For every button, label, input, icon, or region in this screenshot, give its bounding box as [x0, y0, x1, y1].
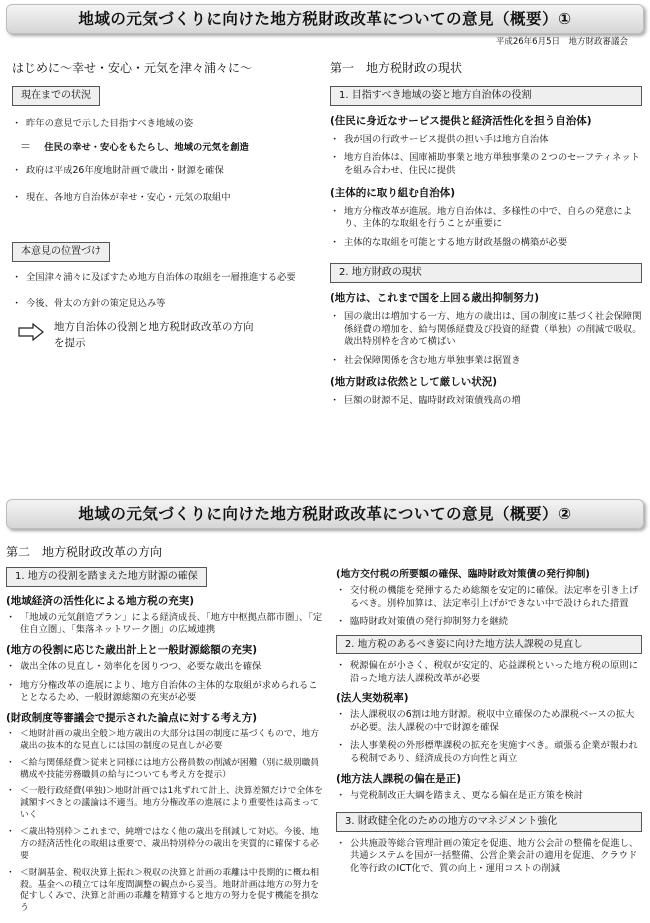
current-status-list-2 [12, 165, 307, 204]
list-item: ・ 地方分権改革の進展により、地方自治体の主体的な取組が求められることとなるため、一般財源総額の充実が必要 [6, 680, 324, 705]
section1-heading: 第一 地方税財政の現状 [330, 61, 463, 75]
current-status-list [12, 118, 307, 131]
current-status-box: 現在までの状況 [12, 86, 100, 106]
subheading: (地方の役割に応じた歳出計上と一般財源総額の充実) [6, 643, 258, 656]
subheading: (主体的に取り組む自治体) [330, 186, 456, 199]
list-item: ・ 公共施設等総合管理計画の策定を促進、地方公会計の整備を促進し、共通システムを国が一括整備、公営企業会計の適用を促進、クラウド化等行政のICT化で、質の向上・運用コストの削減 [336, 838, 642, 876]
subheading: (法人実効税率) [336, 692, 409, 705]
list-item: ・ 社会保障関係を含む地方単独事業は据置き [330, 355, 642, 368]
allocation-list [336, 585, 642, 629]
list-item: ・ 税源偏在が小さく、税収が安定的、応益課税といった地方税の原則に沿った地方法人課税改革が必要 [336, 660, 642, 685]
initiative-list [330, 206, 642, 250]
list-item: ・ 交付税の機能を発揮するため総額を安定的に確保。法定率を引き上げるべき。別枠加算は、法定率引上げができない中で設けられた措置 [336, 585, 642, 610]
list-item: ・ 法人事業税の外形標準課税の拡充を実施すべき。頑張る企業が報われる税制であり、経済成長の方向性と両立 [336, 740, 642, 765]
page1-title: 地域の元気づくりに向けた地方税財政改革についての意見（概要）① [78, 9, 572, 28]
subheading: (地方は、これまで国を上回る歳出抑制努力) [330, 291, 540, 304]
subheading: (財政制度等審議会で提示された論点に対する考え方) [6, 711, 258, 724]
list-item: ・ 国の歳出は増加する一方、地方の歳出は、国の制度に基づく社会保障関係経費の増加を、給与関係経費及び投資的経費（単独）の削減で吸収。歳出特別枠を含めて横ばい [330, 311, 642, 349]
severe-list [330, 395, 642, 408]
list-item: ・ 昨年の意見で示した目指すべき地域の姿 [12, 118, 307, 131]
subheading: (地方法人課税の偏在是正) [336, 772, 462, 785]
revenue-box: 1. 地方の役割を踏まえた地方財源の確保 [6, 567, 207, 587]
page2-right-column [336, 568, 642, 881]
page2-title: 地域の元気づくりに向けた地方税財政改革についての意見（概要）② [78, 504, 572, 523]
positioning-box: 本意見の位置づけ [12, 242, 110, 262]
page2-left-column [6, 544, 324, 915]
management-list [336, 838, 642, 876]
list-item: ・ 地方自治体は、国庫補助事業と地方単独事業の２つのセーフティネットを組み合わせ、住民に提供 [330, 152, 642, 177]
positioning-list [12, 272, 307, 311]
finance-status-box: 2. 地方財政の現状 [330, 263, 642, 283]
list-item: ・ 与党税制改正大綱を踏まえ、更なる偏在是正方策を検討 [336, 790, 642, 803]
subheading: (地域経済の活性化による地方税の充実) [6, 594, 195, 607]
right-arrow-icon [18, 323, 44, 341]
list-item: ・ ＜一般行政経費(単独)＞地財計画では1兆ずれて計上、決算差額だけで全体を減額すべきとの議論は不適当。地方分権改革の進展により重要性は高まっていく [6, 786, 324, 822]
corporate-tax-list [336, 660, 642, 685]
list-item: ・ ＜歳出特別枠＞これまで、純増ではなく他の歳出を削減して対応。今後、地方の経済活性化の取組は重要で、歳出特別枠分の歳出を実質的に確保する必要 [6, 827, 324, 863]
list-item: ・ 「地域の元気創造プラン」による経済成長、「地方中枢拠点都市圏」、「定住自立圏」、「集落ネットワーク圏」の広域連携 [6, 612, 324, 637]
list-item: ・ 今後、骨太の方針の策定見込み等 [12, 298, 307, 311]
list-item: ・ 現在、各地方自治体が幸せ・安心・元気の取組中 [12, 192, 307, 205]
goal-equation [12, 140, 307, 155]
issues-list [6, 729, 324, 915]
list-item: ・ 臨時財政対策債の発行抑制努力を継続 [336, 616, 642, 629]
list-item: ・ 政府は平成26年度地財計画で歳出・財源を確保 [12, 165, 307, 178]
page1-left-column [12, 60, 307, 351]
page1-right-column [330, 60, 642, 414]
subheading: (地方交付税の所要額の確保、臨時財政対策債の発行抑制) [336, 569, 590, 580]
date-line: 平成26年6月5日 地方財政審議会 [495, 37, 628, 47]
list-item: ・ 主体的な取組を可能とする地方財政基盤の構築が必要 [330, 237, 642, 250]
equals-symbol: ＝ [20, 140, 31, 154]
conclusion-text [54, 319, 254, 352]
list-item: ・ 法人課税収の6割は地方財源。税収中立確保のため課税ベースの拡大が必要。法人課税の中で財源を確保 [336, 709, 642, 734]
subheading: (住民に身近なサービス提供と経済活性化を担う自治体) [330, 114, 592, 127]
conclusion-row [12, 319, 307, 352]
role-list [330, 134, 642, 178]
list-item: ・ 巨額の財源不足、臨時財政対策債残高の増 [330, 395, 642, 408]
expenditure-list [330, 311, 642, 367]
list-item: ・ ＜地財計画の歳出全般＞地方歳出の大部分は国の制度に基づくもので、地方歳出の抜本的な見直しには国の制度の見直しが必要 [6, 729, 324, 753]
role-box: 1. 目指すべき地域の姿と地方自治体の役割 [330, 86, 642, 106]
list-item: ・ 全国津々浦々に及ぼすため地方自治体の取組を一層推進する必要 [12, 272, 307, 285]
subheading: (地方財政は依然として厳しい状況) [330, 376, 498, 389]
page1-title-banner [6, 4, 644, 34]
imbalance-list [336, 790, 642, 803]
list-item: ・ 我が国の行政サービス提供の担い手は地方自治体 [330, 134, 642, 147]
list-item: ・ 地方分権改革が進展。地方自治体は、多様性の中で、自らの発意により、主体的な取組を行うことが重要に [330, 206, 642, 231]
list-item: ・ 歳出全体の見直し・効率化を図りつつ、必要な歳出を確保 [6, 661, 324, 674]
effective-rate-list [336, 709, 642, 765]
list-item: ・ ＜給与関係経費＞従来と同様には地方公務員数の削減が困難（別に級別職員構成や技能労務職員の給与についても考え方を提示） [6, 758, 324, 782]
goal-text: 住民の幸せ・安心をもたらし、地域の元気を創造 [44, 142, 249, 154]
conclusion-line-2: を提示 [54, 337, 86, 350]
page2-title-banner [6, 499, 644, 529]
regional-list [6, 612, 324, 637]
list-item: ・ ＜財調基金、税収決算上振れ＞税収の決算と計画の乖離は中長期的に概ね相殺。基金への積立ては年度間調整の観点から妥当。地財計画は地方の努力を促すしくみで、決算と計画の乖離を精算すると地方の努力を促す機能を損なう [6, 868, 324, 916]
management-box: 3. 財政健全化のための地方のマネジメント強化 [336, 812, 642, 832]
conclusion-line-1: 地方自治体の役割と地方税財政改革の方向 [54, 320, 254, 333]
general-revenue-list [6, 661, 324, 705]
intro-heading: はじめに～幸せ・安心・元気を津々浦々に～ [12, 61, 253, 75]
corporate-tax-box: 2. 地方税のあるべき姿に向けた地方法人課税の見直し [336, 635, 642, 654]
section2-heading: 第二 地方税財政改革の方向 [6, 545, 163, 559]
